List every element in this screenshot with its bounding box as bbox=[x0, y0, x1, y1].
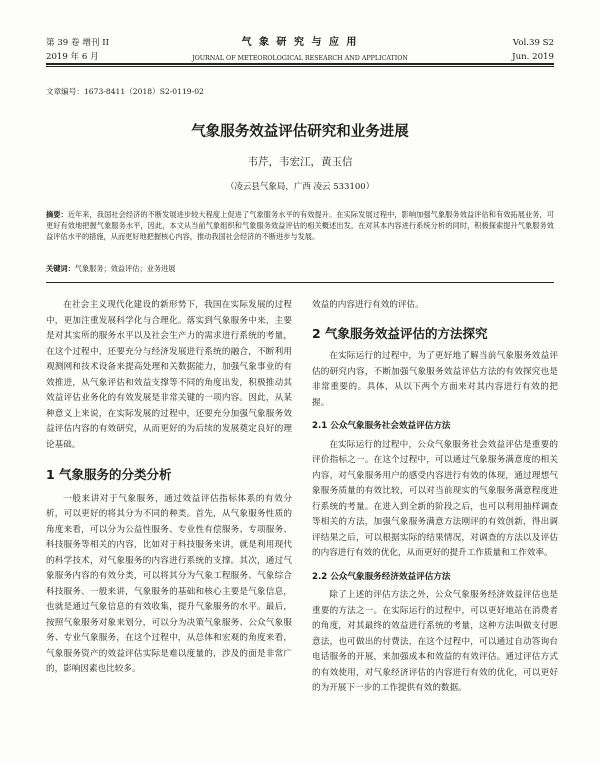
keywords bbox=[46, 264, 554, 275]
section-2-heading: 2 气象服务效益评估的方法探究 bbox=[312, 325, 488, 341]
intro-paragraph: 在社会主义现代化建设的新形势下，我国在实际发展的过程中，更加注重发展科学化与合理化。落实到气象服务中来，主要是对其实所的服务水平以及社会生产力的需求进行系统的考量，在这个过程中，还要充分与经济发展进行系统的融合，不断利用观测网和技术设备来提高处理和关数据能力，加强气象事业的有效推进，从气象评估和效益支撑等不同的角度出发，积极推动其效益评估业务化的有效发展是非常关键的一项内容。因此，从某种意义上来说，在实际发展的过程中，还要充分加强气象服务效益评估内容的有效研究，从而更好的为后续的发展奠定良好的理论基础。 bbox=[46, 300, 292, 450]
section-2-2-paragraph: 除了上述的评估方法之外，公众气象服务经济效益评估也是重要的方法之一。在实际运行的过程中，可以更好地站在消费者的角度，对其最终的效益进行系统的考量，这种方法叫做支付愿意法，也可做出的付费法，在这个过程中，可以通过自动答询台电话服务的开展，来加强成本和效益的有效评估。通过评估方式的有效使用，对气象经济评估的内容进行有效的优化，可以更好的为开展下一步的工作提供有效的数据。 bbox=[312, 590, 558, 693]
left-column bbox=[46, 298, 292, 678]
journal-date: 2019 年 6 月 bbox=[46, 52, 99, 62]
section-1-paragraph: 一般来讲对于气象服务，通过效益评估指标体系的有效分析，可以更好的将其分为不同的种类。首先，从气象服务性质的角度来看，可以分为公益性服务、专业性有偿服务、专项服务、科技服务等相关的内容，比如对于科技服务来讲，就是利用现代的科学技术，对气象服务的内容进行系统的支撑。其次，通过气象服务内容的有效分类，可以将其分为气象工程服务、气象综合科技服务、一般来讲，气象服务的基础和核心主要是气象信息，也就是通过气象信息的有效收集，提升气象服务的水平。最后，按照气象服务对象来划分，可以分为决策气象服务、公众气象服务、专业气象服务，在这个过程中，从总体和宏观的角度来看，气象服务资产的效益评估实际是难以度量的，涉及的面是非常广的，影响因素也比较多。 bbox=[46, 493, 292, 674]
journal-date-en: Jun. 2019 bbox=[512, 52, 554, 62]
abstract-label: 摘要： bbox=[46, 210, 68, 219]
section-1-heading: 1 气象服务的分类分析 bbox=[46, 467, 172, 482]
carryover-text: 效益的内容进行有效的评估。 bbox=[312, 300, 424, 310]
journal-name-en: JOURNAL OF METEOROLOGICAL RESEARCH AND APPLICATION bbox=[192, 55, 408, 62]
section-2-paragraph: 在实际运行的过程中，为了更好地了解当前气象服务效益评估的研究内容，不断加强气象服务效益评估方法的有效探究也是非常重要的。具体，从以下两个方面来对其内容进行有效的把握。 bbox=[312, 351, 558, 408]
abstract bbox=[46, 210, 554, 242]
journal-volume-en: Vol.39 S2 bbox=[512, 38, 554, 48]
article-number: 文章编号：1673-8411（2018）S2-0119-02 bbox=[46, 87, 204, 96]
paper-affiliation: （凌云县气象局，广西 凌云 533100） bbox=[225, 182, 375, 192]
section-2-2-heading: 2.2 公众气象服务经济效益评估方法 bbox=[312, 571, 451, 582]
header-rule-thin bbox=[46, 66, 554, 67]
keywords-text: 气象服务；效益评估；业务进展 bbox=[74, 264, 176, 273]
abstract-rule bbox=[46, 282, 554, 283]
section-2-1-paragraph: 在实际运行的过程中，公众气象服务社会效益评估是重要的评价指标之一。在这个过程中，可以通过气象服务满意度的相关内容，对气象服务用户的感受内容进行有效的体现，通过理想气象服务质量的有效比较，可以对当前现实的气象服务满意程度进行系统的考量。在进入到全新的阶段之后，也可以利用抽样调查等相关的方法，加强气象服务满意方法刚评的有效创新，得出调评结果之后，可以根据实际的结果情况，对调查的方法以及评估的内容进行有效的优化，从而更好的提升工作质量和工作效率。 bbox=[312, 439, 558, 558]
abstract-text: 近年来，我国社会经济的不断发展进步较大程度上促进了气象服务水平的有效提升。在实际发展过程中，影响加强气象服务效益评估和有效拓展业务，可更好有效地把握气象服务水平，因此，本文从当前气象组织和气象服务效益评估的相关概述出发，在对其本内容进行系统分析的同时，积极探索提升气象服务效益评估水平的措施，从而更好地把握核心内容，推动我国社会经济的不断进步与发展。 bbox=[46, 210, 554, 241]
keywords-label: 关键词： bbox=[46, 264, 75, 273]
paper-title: 气象服务效益评估研究和业务进展 bbox=[191, 124, 409, 140]
journal-name-cn: 气 象 研 究 与 应 用 bbox=[241, 37, 359, 48]
paper-authors: 韦芹，韦宏江，黄玉信 bbox=[247, 156, 353, 168]
right-column bbox=[312, 298, 558, 697]
journal-volume: 第 39 卷 增刊 II bbox=[46, 38, 110, 48]
header-rule bbox=[46, 63, 554, 65]
section-2-1-heading: 2.1 公众气象服务社会效益评估方法 bbox=[312, 421, 451, 431]
